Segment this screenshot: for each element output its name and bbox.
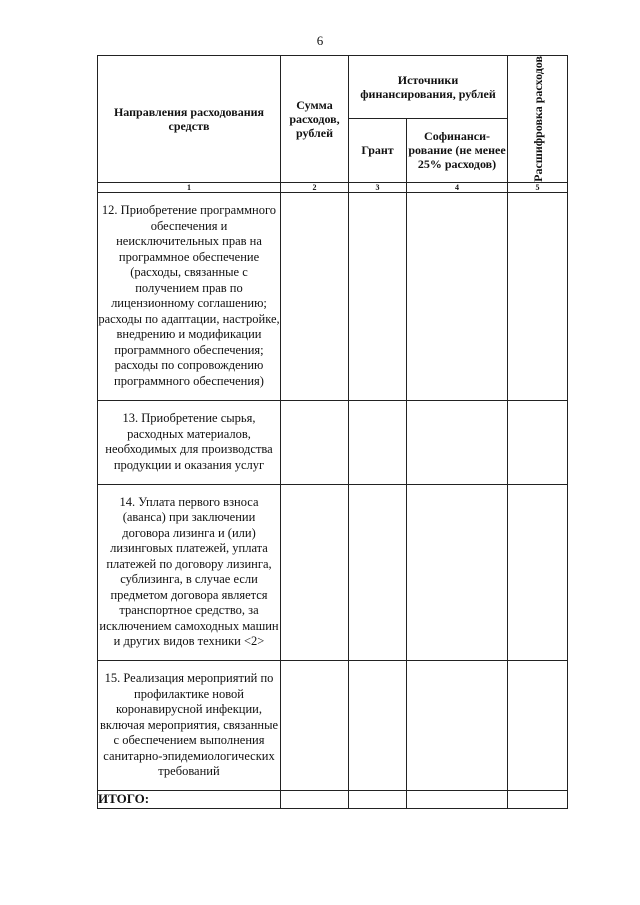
row-label: 12. Приобретение программного обеспечения и неисключительных прав на программное обеспечение (расходы, связанные с получением прав по лицензионному соглашению; расходы по адаптации, настройке, внедрению и модификации программного обеспечения; расходы по сопровождению программного обеспечения)	[98, 192, 281, 400]
header-amount: Сумма расходов, рублей	[281, 56, 349, 183]
header-grant: Грант	[349, 118, 407, 182]
page-number: 6	[316, 33, 324, 48]
total-row	[98, 790, 568, 808]
empty-cell	[349, 192, 407, 400]
table-row	[98, 660, 568, 790]
empty-cell	[407, 400, 508, 484]
table-row	[98, 400, 568, 484]
column-number: 1	[98, 182, 281, 192]
table-row	[98, 192, 568, 400]
row-label: 14. Уплата первого взноса (аванса) при заключении договора лизинга и (или) лизинговых платежей, уплата платежей по договору лизинга, сублизинга, в случае если предметом договора является транспортное средство, за исключением самоходных машин и других видов техники <2>	[98, 484, 281, 660]
empty-cell	[281, 790, 349, 808]
empty-cell	[349, 400, 407, 484]
empty-cell	[407, 790, 508, 808]
column-number: 5	[508, 182, 568, 192]
expenses-table	[97, 55, 568, 809]
empty-cell	[407, 660, 508, 790]
empty-cell	[508, 484, 568, 660]
empty-cell	[508, 660, 568, 790]
column-number: 3	[349, 182, 407, 192]
row-label: 13. Приобретение сырья, расходных материалов, необходимых для производства продукции и оказания услуг	[98, 400, 281, 484]
header-breakdown: Расшифровка расходов	[530, 56, 545, 182]
column-number: 4	[407, 182, 508, 192]
empty-cell	[349, 484, 407, 660]
column-number: 2	[281, 182, 349, 192]
empty-cell	[508, 790, 568, 808]
empty-cell	[349, 660, 407, 790]
header-row-1	[98, 56, 568, 119]
empty-cell	[281, 484, 349, 660]
header-sources: Источники финансирования, рублей	[349, 56, 508, 119]
row-label: 15. Реализация мероприятий по профилактике новой коронавирусной инфекции, включая мероприятия, связанные с обеспечением выполнения санитарно-эпидемиологических требований	[98, 660, 281, 790]
empty-cell	[508, 400, 568, 484]
total-label: ИТОГО:	[98, 790, 281, 808]
header-direction: Направления расходования средств	[98, 56, 281, 183]
empty-cell	[508, 192, 568, 400]
header-breakdown-cell	[508, 56, 568, 183]
empty-cell	[281, 400, 349, 484]
empty-cell	[281, 660, 349, 790]
table-row	[98, 484, 568, 660]
empty-cell	[281, 192, 349, 400]
column-numbers-row	[98, 182, 568, 192]
empty-cell	[407, 192, 508, 400]
empty-cell	[349, 790, 407, 808]
empty-cell	[407, 484, 508, 660]
header-cofinancing: Софинанси-рование (не менее 25% расходов)	[407, 118, 508, 182]
